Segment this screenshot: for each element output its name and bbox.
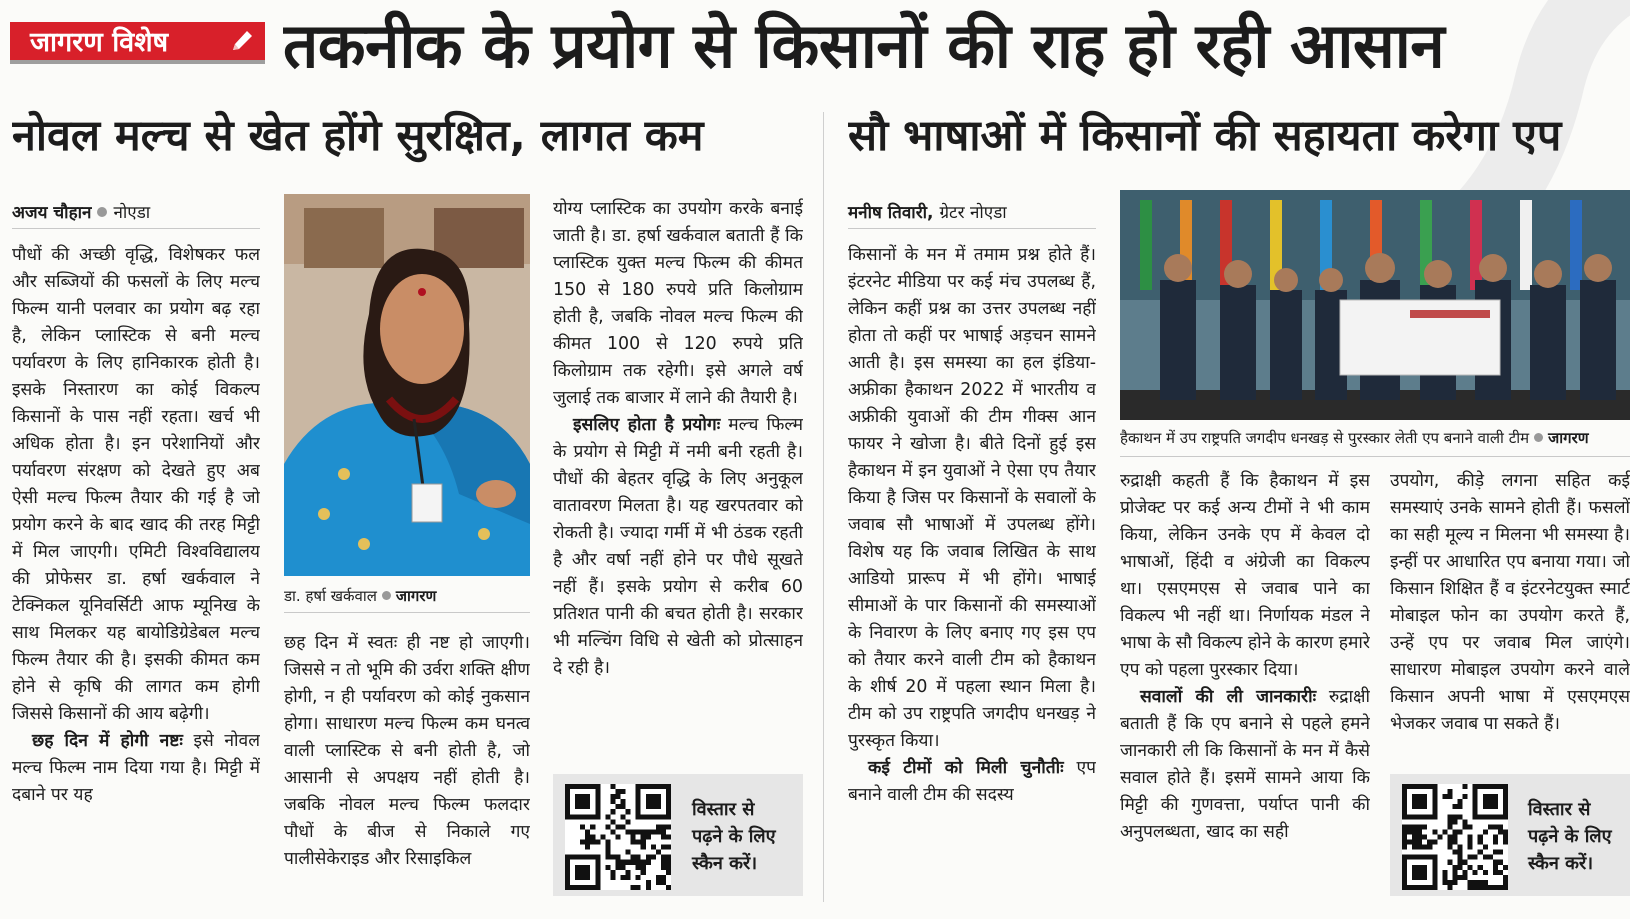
- left-byline: [12, 200, 150, 223]
- paragraph: एप बनाने वाली टीम की सदस्य: [848, 758, 1096, 805]
- caption-credit: जागरण: [395, 587, 437, 605]
- left-story-subheadline: नोवल मल्च से खेत होंगे सुरक्षित, लागत कम: [12, 111, 704, 161]
- right-qr-text: [1528, 796, 1630, 877]
- subheading: छह दिन में होगी नष्टः: [32, 731, 183, 751]
- qr-text-line: पढ़ने के लिए: [692, 826, 776, 847]
- qr-code-icon[interactable]: [565, 784, 671, 890]
- qr-text-line: पढ़ने के लिए: [1528, 826, 1612, 847]
- paragraph: योग्य प्लास्टिक का उपयोग करके बनाई जाती है। डा. हर्षा खर्कवाल बताती हैं कि प्लास्टिक युक्त मल्च फिल्म की कीमत 150 से 180 रुपये प्रति किलोग्राम होती है, जबकि नोवल मल्च फिल्म की कीमत 100 से 120 रुपये प्रति किलोग्राम तक रहेगी। इसे अगले वर्ष जुलाई तक बाजार में लाने की तैयारी है।: [553, 199, 803, 408]
- paragraph: पौधों की अच्छी वृद्धि, विशेषकर फल और सब्जियों की फसलों के लिए मल्च फिल्म यानी पलवार का प्रयोग बढ़ रहा है, लेकिन प्लास्टिक से बनी मल्च पर्यावरण के लिए हानिकारक होती है। इसके निस्तारण का कोई विकल्प किसानों के पास नहीं रहता। खर्च भी अधिक होता है। इन परेशानियों और पर्यावरण संरक्षण को देखते हुए अब ऐसी मल्च फिल्म तैयार की गई है जो प्रयोग करने के बाद खाद की तरह मिट्टी में मिल जाएगी। एमिटी विश्वविद्यालय की प्रोफेसर डा. हर्षा खर्कवाल ने टेक्निकल यूनिवर्सिटी आफ म्यूनिख के साथ मिलकर यह बायोडिग्रेडेबल मल्च फिल्म तैयार की है। इसकी कीमत कम होने से कृषि की लागत कम होगी जिससे किसानों की आय बढ़ेगी।: [12, 245, 260, 724]
- right-story-col1: [848, 242, 1096, 917]
- subheading: इसलिए होता है प्रयोगः: [573, 415, 721, 435]
- qr-text-line: विस्तार से: [692, 799, 755, 820]
- subheading: सवालों की ली जानकारीः: [1140, 687, 1317, 707]
- paragraph: रुद्राक्षी कहती हैं कि हैकाथन में इस प्रोजेक्ट पर कई अन्य टीमों ने भी काम किया, लेकिन उनके एप में केवल दो भाषाओं, हिंदी व अंग्रेजी का विकल्प था। एसएमएस से जवाब पाने का विकल्प भी नहीं था। निर्णायक मंडल ने भाषा के सौ विकल्प होने के कारण हमारे एप को पहला पुरस्कार दिया।: [1120, 471, 1370, 680]
- subheading: कई टीमों को मिली चुनौतीः: [868, 758, 1064, 778]
- right-story-col2: [1120, 468, 1370, 917]
- left-byline-author: अजय चौहान: [12, 203, 92, 223]
- caption-rule: [284, 612, 530, 613]
- portrait-photo: [284, 194, 530, 576]
- caption-rule: [1120, 456, 1630, 457]
- pen-icon: [229, 28, 255, 54]
- section-badge: [10, 22, 265, 64]
- qr-text-line: स्कैन करें।: [692, 853, 758, 874]
- right-byline-author: मनीष तिवारी,: [848, 203, 934, 223]
- right-photo-caption: [1120, 428, 1630, 448]
- left-story-col2: [284, 630, 530, 917]
- caption-name: डा. हर्षा खर्कवाल: [284, 587, 377, 605]
- caption-credit: जागरण: [1548, 429, 1589, 447]
- bullet-icon: [1534, 433, 1543, 442]
- column-divider: [823, 112, 824, 902]
- right-byline: [848, 200, 1007, 223]
- paragraph: रुद्राक्षी बताती हैं कि एप बनाने से पहले हमने जानकारी ली कि किसानों के मन में कैसे सवाल होते हैं। इसमें सामने आया कि मिट्टी की गुणवत्ता, पर्याप्त पानी की अनुपलब्धता, खाद का सही: [1120, 687, 1370, 842]
- byline-rule: [848, 228, 1096, 229]
- bullet-icon: [382, 591, 391, 600]
- qr-text-line: विस्तार से: [1528, 799, 1591, 820]
- bullet-icon: [97, 207, 107, 217]
- left-story-col1: [12, 242, 260, 917]
- paragraph: छह दिन में स्वतः ही नष्ट हो जाएगी। जिससे न तो भूमि की उर्वरा शक्ति क्षीण होगी, न ही पर्यावरण को कोई नुकसान होगा। साधारण मल्च फिल्म कम घनत्व वाली प्लास्टिक से बनी होती है, जो आसानी से अपक्षय नहीं होती है। जबकि नोवल मल्च फिल्म फलदार पौधों के बीज से निकाले गए पालीसेकेराइड और रिसाइकिल: [284, 633, 530, 869]
- paragraph: किसानों के मन में तमाम प्रश्न होते हैं। इंटरनेट मीडिया पर कई मंच उपलब्ध हैं, लेकिन कहीं प्रश्न का उत्तर उपलब्ध नहीं होता तो कहीं पर भाषाई अड़चन सामने आती है। इस समस्या का हल इंडिया-अफ्रीका हैकाथन 2022 में भारतीय व अफ्रीकी युवाओं की टीम गीक्स आन फायर ने खोजा है। बीते दिनों हुई इस हैकाथन में इन युवाओं ने ऐसा एप तैयार किया है जिस पर किसानों के सवालों के जवाब सौ भाषाओं में उपलब्ध होंगे। विशेष यह कि जवाब लिखित के साथ आडियो प्रारूप में भी होंगे। भाषाई सीमाओं के पार किसानों की समस्याओं के निवारण के लिए बनाए गए इस एप को तैयार करने वाली टीम को हैकाथन के शीर्ष 20 में पहला स्थान मिला है। टीम को उप राष्ट्रपति जगदीप धनखड़ ने पुरस्कृत किया।: [848, 245, 1096, 751]
- paragraph: उपयोग, कीड़े लगना सहित कई समस्याएं उनके सामने होती हैं। फसलों का सही मूल्य न मिलना भी समस्या है। इन्हीं पर आधारित एप बनाया गया। जो किसान शिक्षित हैं व इंटरनेटयुक्त स्मार्ट मोबाइल फोन का उपयोग करते हैं, उन्हें एप पर जवाब मिल जाएंगे। साधारण मोबाइल उपयोग करने वाले किसान अपनी भाषा में एसएमएस भेजकर जवाब पा सकते हैं।: [1390, 471, 1630, 734]
- right-story-col3: [1390, 468, 1630, 768]
- award-group-photo: [1120, 190, 1630, 420]
- section-label: जागरण विशेष: [30, 27, 169, 58]
- left-byline-place: नोएडा: [113, 203, 151, 223]
- byline-rule: [12, 228, 260, 229]
- main-headline: तकनीक के प्रयोग से किसानों की राह हो रही आसान: [283, 9, 1445, 82]
- caption-text: हैकाथन में उप राष्ट्रपति जगदीप धनखड़ से पुरस्कार लेती एप बनाने वाली टीम: [1120, 429, 1530, 447]
- left-photo-caption: [284, 586, 530, 606]
- left-qr-text: [692, 796, 802, 877]
- paragraph: मल्च फिल्म के प्रयोग से मिट्टी में नमी बनी रहती है। पौधों की बेहतर वृद्धि के लिए अनुकूल वातावरण मिलता है। यह खरपतवार को रोकती है। ज्यादा गर्मी में भी ठंडक रहती है और वर्षा नहीं होने पर पौधे सूखते नहीं हैं। इसके प्रयोग से करीब 60 प्रतिशत पानी की बचत होती है। सरकार भी मल्चिंग विधि से खेती को प्रोत्साहन दे रही है।: [553, 415, 803, 678]
- right-story-subheadline: सौ भाषाओं में किसानों की सहायता करेगा एप: [848, 111, 1562, 161]
- qr-text-line: स्कैन करें।: [1528, 853, 1594, 874]
- qr-code-icon[interactable]: [1402, 784, 1508, 890]
- paragraph: इसे नोवल मल्च फिल्म नाम दिया गया है। मिट्टी में दबाने पर यह: [12, 731, 260, 805]
- left-story-col3: [553, 196, 803, 761]
- right-byline-place: ग्रेटर नोएडा: [939, 203, 1007, 223]
